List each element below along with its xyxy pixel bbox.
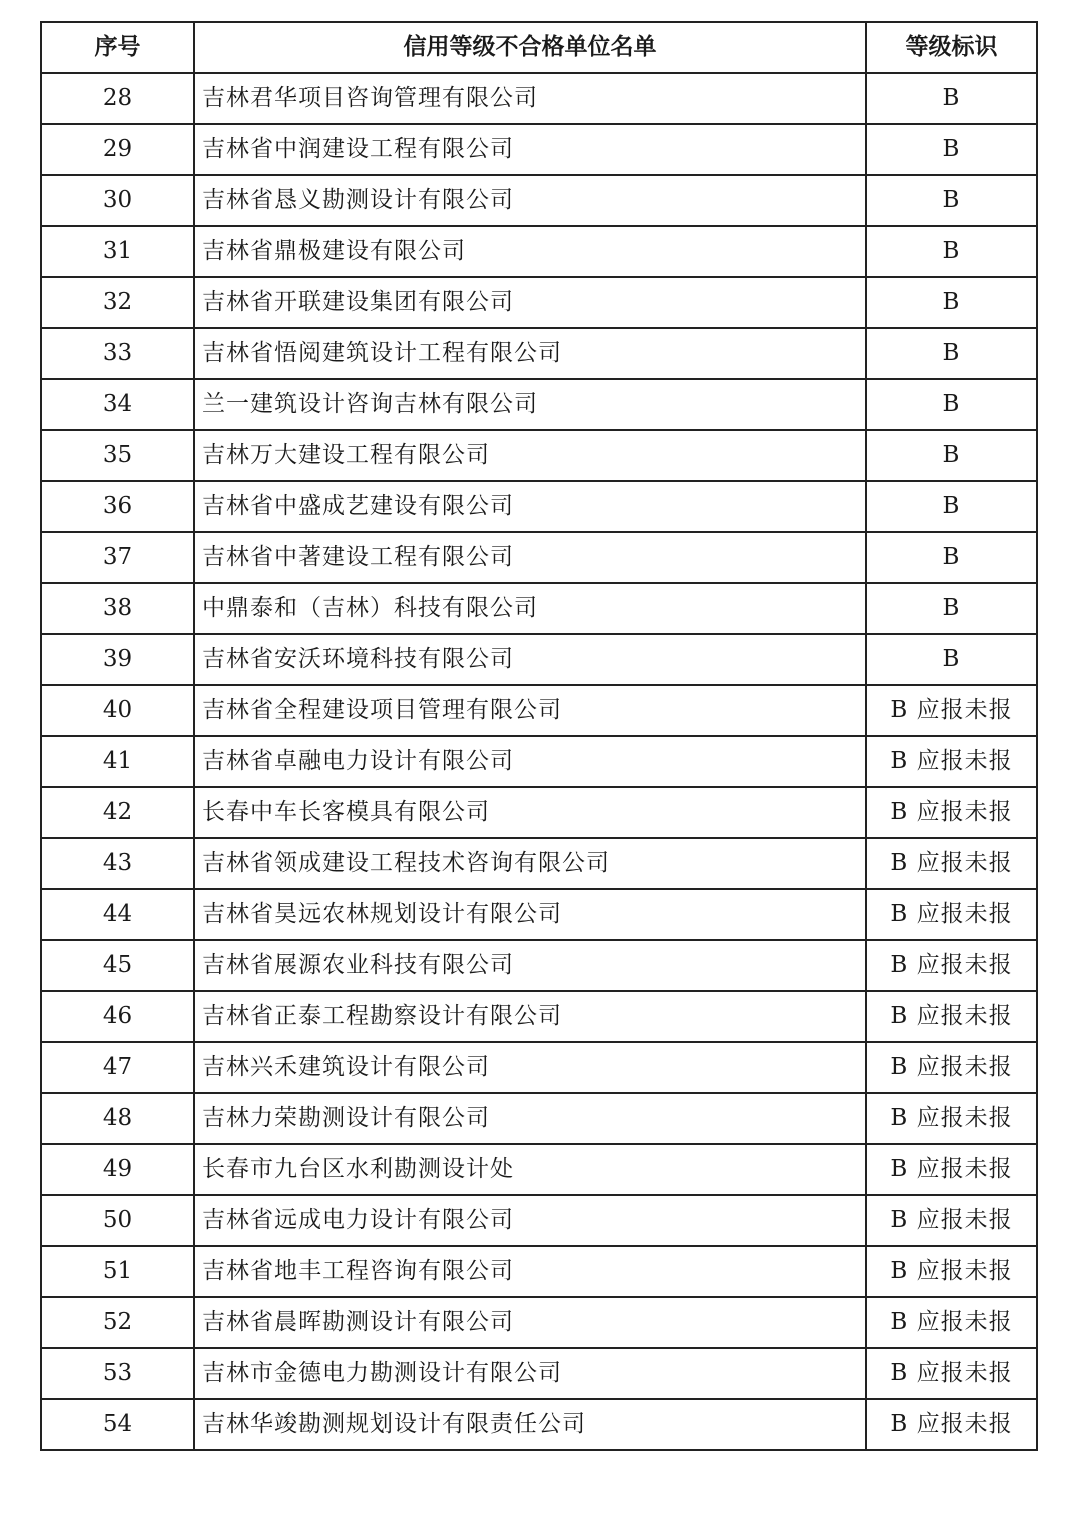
grade-mark-cell: B	[866, 124, 1037, 175]
serial-number-cell: 52	[41, 1297, 194, 1348]
table-row	[41, 634, 1037, 685]
grade-mark-cell: B	[866, 532, 1037, 583]
company-name-cell: 吉林市金德电力勘测设计有限公司	[194, 1348, 866, 1399]
table-row	[41, 736, 1037, 787]
table-row	[41, 1195, 1037, 1246]
serial-number-cell: 44	[41, 889, 194, 940]
table-row	[41, 940, 1037, 991]
table-row	[41, 1093, 1037, 1144]
company-name-cell: 吉林省中著建设工程有限公司	[194, 532, 866, 583]
table-row	[41, 379, 1037, 430]
company-name-cell: 吉林省悟阅建筑设计工程有限公司	[194, 328, 866, 379]
serial-number-cell: 45	[41, 940, 194, 991]
table-row	[41, 226, 1037, 277]
grade-mark-cell: B 应报未报	[866, 736, 1037, 787]
grade-mark-cell: B 应报未报	[866, 1093, 1037, 1144]
grade-mark-cell: B	[866, 583, 1037, 634]
table-row	[41, 481, 1037, 532]
table-row	[41, 787, 1037, 838]
table-row	[41, 124, 1037, 175]
company-name-cell: 吉林省中盛成艺建设有限公司	[194, 481, 866, 532]
company-name-cell: 吉林君华项目咨询管理有限公司	[194, 73, 866, 124]
company-name-cell: 吉林省全程建设项目管理有限公司	[194, 685, 866, 736]
grade-mark-cell: B	[866, 226, 1037, 277]
grade-mark-cell: B 应报未报	[866, 787, 1037, 838]
serial-number-cell: 34	[41, 379, 194, 430]
grade-mark-cell: B 应报未报	[866, 940, 1037, 991]
table-row	[41, 277, 1037, 328]
table-row	[41, 328, 1037, 379]
table-row	[41, 73, 1037, 124]
grade-mark-cell: B	[866, 277, 1037, 328]
header-serial-number: 序号	[41, 22, 194, 73]
grade-mark-cell: B	[866, 379, 1037, 430]
company-name-cell: 吉林省安沃环境科技有限公司	[194, 634, 866, 685]
table-row	[41, 430, 1037, 481]
serial-number-cell: 28	[41, 73, 194, 124]
table-row	[41, 1297, 1037, 1348]
table-row	[41, 1246, 1037, 1297]
header-company-name: 信用等级不合格单位名单	[194, 22, 866, 73]
company-name-cell: 吉林省卓融电力设计有限公司	[194, 736, 866, 787]
header-row	[41, 22, 1037, 73]
serial-number-cell: 36	[41, 481, 194, 532]
header-grade-mark: 等级标识	[866, 22, 1037, 73]
grade-mark-cell: B 应报未报	[866, 1042, 1037, 1093]
company-name-cell: 吉林省展源农业科技有限公司	[194, 940, 866, 991]
grade-mark-cell: B	[866, 73, 1037, 124]
company-name-cell: 吉林省恳义勘测设计有限公司	[194, 175, 866, 226]
serial-number-cell: 53	[41, 1348, 194, 1399]
company-name-cell: 长春中车长客模具有限公司	[194, 787, 866, 838]
serial-number-cell: 40	[41, 685, 194, 736]
serial-number-cell: 46	[41, 991, 194, 1042]
company-name-cell: 吉林省中润建设工程有限公司	[194, 124, 866, 175]
company-name-cell: 吉林兴禾建筑设计有限公司	[194, 1042, 866, 1093]
company-name-cell: 吉林华竣勘测规划设计有限责任公司	[194, 1399, 866, 1450]
company-name-cell: 兰一建筑设计咨询吉林有限公司	[194, 379, 866, 430]
serial-number-cell: 38	[41, 583, 194, 634]
serial-number-cell: 39	[41, 634, 194, 685]
grade-mark-cell: B	[866, 430, 1037, 481]
table-row	[41, 1399, 1037, 1450]
serial-number-cell: 49	[41, 1144, 194, 1195]
grade-mark-cell: B 应报未报	[866, 991, 1037, 1042]
serial-number-cell: 35	[41, 430, 194, 481]
serial-number-cell: 33	[41, 328, 194, 379]
grade-mark-cell: B 应报未报	[866, 1399, 1037, 1450]
company-name-cell: 吉林省开联建设集团有限公司	[194, 277, 866, 328]
grade-mark-cell: B	[866, 328, 1037, 379]
table-row	[41, 583, 1037, 634]
grade-mark-cell: B 应报未报	[866, 1297, 1037, 1348]
serial-number-cell: 32	[41, 277, 194, 328]
serial-number-cell: 43	[41, 838, 194, 889]
document-page	[40, 21, 1036, 1451]
company-name-cell: 吉林省领成建设工程技术咨询有限公司	[194, 838, 866, 889]
company-name-cell: 吉林省昊远农林规划设计有限公司	[194, 889, 866, 940]
table-row	[41, 991, 1037, 1042]
serial-number-cell: 48	[41, 1093, 194, 1144]
grade-mark-cell: B 应报未报	[866, 838, 1037, 889]
company-name-cell: 吉林省远成电力设计有限公司	[194, 1195, 866, 1246]
grade-mark-cell: B 应报未报	[866, 685, 1037, 736]
serial-number-cell: 37	[41, 532, 194, 583]
table-row	[41, 685, 1037, 736]
company-name-cell: 长春市九台区水利勘测设计处	[194, 1144, 866, 1195]
company-name-cell: 中鼎泰和（吉林）科技有限公司	[194, 583, 866, 634]
serial-number-cell: 29	[41, 124, 194, 175]
company-name-cell: 吉林力荣勘测设计有限公司	[194, 1093, 866, 1144]
serial-number-cell: 42	[41, 787, 194, 838]
grade-mark-cell: B	[866, 634, 1037, 685]
table-row	[41, 1042, 1037, 1093]
company-name-cell: 吉林省正泰工程勘察设计有限公司	[194, 991, 866, 1042]
table-row	[41, 532, 1037, 583]
grade-mark-cell: B 应报未报	[866, 1348, 1037, 1399]
grade-mark-cell: B	[866, 481, 1037, 532]
table-row	[41, 1144, 1037, 1195]
grade-mark-cell: B 应报未报	[866, 1144, 1037, 1195]
serial-number-cell: 47	[41, 1042, 194, 1093]
grade-mark-cell: B 应报未报	[866, 1195, 1037, 1246]
serial-number-cell: 41	[41, 736, 194, 787]
serial-number-cell: 31	[41, 226, 194, 277]
grade-mark-cell: B 应报未报	[866, 889, 1037, 940]
serial-number-cell: 50	[41, 1195, 194, 1246]
table-row	[41, 838, 1037, 889]
grade-mark-cell: B	[866, 175, 1037, 226]
serial-number-cell: 51	[41, 1246, 194, 1297]
table-row	[41, 1348, 1037, 1399]
table-row	[41, 175, 1037, 226]
credit-list-table	[40, 21, 1038, 1451]
company-name-cell: 吉林省地丰工程咨询有限公司	[194, 1246, 866, 1297]
table-body	[41, 73, 1037, 1450]
company-name-cell: 吉林省晨晖勘测设计有限公司	[194, 1297, 866, 1348]
grade-mark-cell: B 应报未报	[866, 1246, 1037, 1297]
serial-number-cell: 54	[41, 1399, 194, 1450]
company-name-cell: 吉林省鼎极建设有限公司	[194, 226, 866, 277]
table-row	[41, 889, 1037, 940]
serial-number-cell: 30	[41, 175, 194, 226]
table-header	[41, 22, 1037, 73]
company-name-cell: 吉林万大建设工程有限公司	[194, 430, 866, 481]
